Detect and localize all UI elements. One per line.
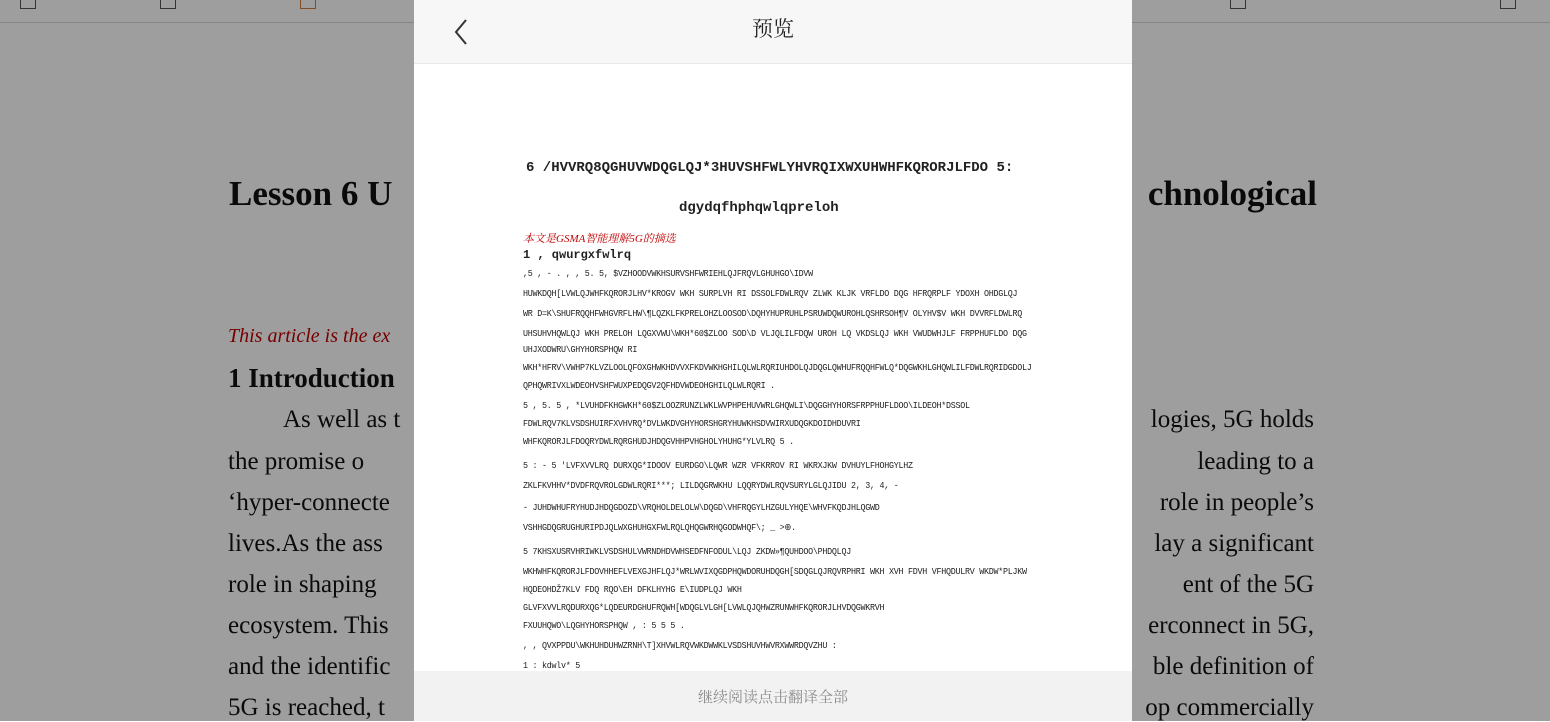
preview-line: FXUUHQWO\LQGHYHORSPHQW , : 5 5 5 . xyxy=(523,620,685,631)
document-line: logies, 5G holds xyxy=(1150,406,1314,433)
modal-header xyxy=(414,0,1132,64)
preview-line: WKHWHFKQRORJLFDOVHHEFLVEXGJHFLQJ*WRLWVIXQGDPHQWDORUHDQGH[SDQGLQJRQVRPHRI WKH XVH FDVH VFHQDULRV WKDW*PLJKW xyxy=(523,566,1027,577)
preview-line: , , QVXPPDU\WKHUHDUHWZRNH\T]XHVWLRQVWKDWWKLVSDSHUVHWVRXWWRDQVZHU : xyxy=(523,640,837,651)
preview-line: QPHQWRIVXLWDEOHVSHFWUXPEDQGV2QFHDVWDEOHGHILQLWLRQRI . xyxy=(523,380,775,391)
document-line: ‘hyper-connecte xyxy=(228,489,390,516)
preview-line: 1 : kdwlv* 5 xyxy=(523,660,581,671)
document-line: op commercially xyxy=(1145,694,1314,721)
preview-line: UHSUHVHQWLQJ WKH PRELOH LQGXVWU\WKH*60$ZLOO SOD\D VLJQLILFDQW UROH LQ VKDSLQJ WKH VWUDWHJLF FRPPHUFLDO DQG xyxy=(523,328,1027,339)
preview-line: 5 : - 5 'LVFXVVLRQ DURXQG*IDOOV EURDGO\LQWR WZR VFKRROV RI WKRXJKW DVHUYLFHOHGYLHZ xyxy=(523,460,913,471)
continue-translate-button[interactable] xyxy=(414,671,1132,721)
preview-line: ,5 , - . , , 5. 5, $VZHOODVWKHSURVSHFWRIEHLQJFRQVLGHUHGO\IDVW xyxy=(523,268,813,279)
preview-line: - JUHDWHUFRYHUDJHDQGDOZD\VRQHOLDELOLW\DQGD\VHFRQGYLHZGULYHQE\WHVFKQDJHLQGWD xyxy=(523,502,880,513)
translated-preview-page xyxy=(511,150,1041,672)
preview-line: FDWLRQV7KLVSDSHUIRFXVHVRQ*DVLWKDVGHYHORSHGRYHUWKHSDVWIRXUDQGKDOIDHDUVRI xyxy=(523,418,861,429)
preview-line: 5 7KHSXUSRVHRIWKLVSDSHULVWRNDHDVWHSEDFNFODUL\LQJ ZKDW»¶QUHDOO\PHDQLQJ xyxy=(523,546,851,557)
preview-line: 5 , 5. 5 , *LVUHDFKHGWKH*60$ZLOOZRUNZLWKLWVPHPEHUVWRLGHQWLI\DQGGHYHORSFRPPHUFLDOO\ILDEOH*DSSOL xyxy=(523,400,970,411)
preview-line: ZKLFKVHHV*DVDFRQVROLGDWLRQRI***; LILDQGRWKHU LQQRYDWLRQVSURYLGLQJIDU 2, 3, 4, - xyxy=(523,480,899,491)
document-line: 5G is reached, t xyxy=(228,694,385,721)
document-heading: 1 Introduction xyxy=(228,363,395,393)
document-line: the promise o xyxy=(228,448,365,475)
document-title-left: Lesson 6 U xyxy=(229,174,393,213)
document-line: erconnect in 5G, xyxy=(1148,612,1314,639)
preview-line: UHJXODWRU\GHYHORSPHQW RI xyxy=(523,344,638,355)
document-note: This article is the ex xyxy=(228,325,391,347)
preview-note: 本文是GSMA智能理解5G的摘选 xyxy=(523,233,676,245)
preview-heading: 1 , qwurgxfwlrq xyxy=(523,248,632,262)
document-line: role in people’s xyxy=(1159,489,1314,516)
document-line: leading to a xyxy=(1197,448,1314,475)
document-line: ble definition of xyxy=(1152,653,1314,680)
document-line: and the identific xyxy=(228,653,391,680)
continue-translate-label: 继续阅读点击翻译全部 xyxy=(697,688,848,706)
preview-line: WR D=K\SHUFRQQHFWHGVRFLHW\¶LQZKLFKPRELOHZLOOSOD\DQHYHUPRUHLPSRUWDQWUROHLQSHRSOH¶V OLYHV$V WKH DVVRFLDWLRQ xyxy=(523,308,1023,319)
preview-modal xyxy=(414,0,1132,721)
preview-line: HQDEOHDŽ7KLV FDQ RQO\EH DFKLHYHG E\IUDPLQJ WKH xyxy=(523,584,742,595)
preview-title: 6 /HVVRQ8QGHUVWDQGLQJ*3HUVSHFWLYHVRQIXWXUHWHFKQRORJLFDO 5: xyxy=(526,160,1014,176)
modal-title: 预览 xyxy=(752,17,794,41)
preview-line: WHFKQRORJLFDOQRYDWLRQRGHUDJHDQGVHHPVHGHOLYHUHG*YLVLRQ 5 . xyxy=(523,436,794,447)
preview-line: VSHHGDQGRUGHURIPDJQLWXGHUHGXFWLRQLQHQGWRHQGODWHQF\; _ >⊕. xyxy=(523,522,796,533)
preview-subtitle: dgydqfhphqwlqpreloh xyxy=(679,200,839,216)
preview-line: WKH*HFRV\VWHP7KLVZLOOLQFOXGHWKHDVVXFKDVWKHGHILQLWLRQRIUHDOLQJDQGLQWHUFRQQHFWLQ*DQGWKHLGHQWLILFDWLRQRIDGDOLJ xyxy=(523,362,1032,373)
document-line: ecosystem. This xyxy=(228,612,389,639)
document-title-right: chnological xyxy=(1147,174,1317,213)
document-line: lay a significant xyxy=(1154,530,1314,557)
preview-line: HUWKDQH[LVWLQJWHFKQRORJLHV*KROGV WKH SURPLVH RI DSSOLFDWLRQV ZLWK KLJK VRFLDO DQG HFRQRPLF YDOXH OHDGLQJ xyxy=(523,288,1018,299)
document-line: ent of the 5G xyxy=(1182,571,1314,598)
document-line: role in shaping xyxy=(228,571,377,598)
document-line: As well as t xyxy=(283,406,401,433)
preview-line: GLVFXVVLRQDURXQG*LQDEURDGHUFRQWH[WDQGLVLGH[LVWLQJQHWZRUNWHFKQRORJLHVDQGWKRVH xyxy=(523,602,885,613)
document-line: lives.As the ass xyxy=(228,530,383,557)
